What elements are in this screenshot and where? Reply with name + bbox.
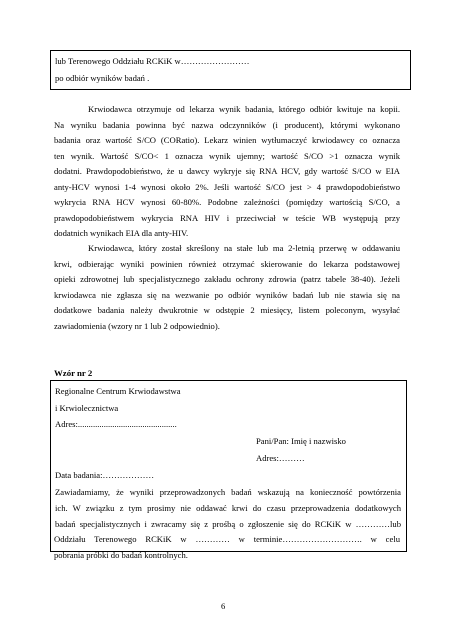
paragraph-2 — [54, 241, 400, 334]
paragraph-1-line: dodatni. Prawdopodobieństwo, że u dawcy wykryje się RNA HCV, gdy wartość S/CO w EIA — [54, 166, 400, 176]
paragraph-1-line: Krwiodawca otrzymuje od lekarza wynik badania, którego odbiór kwituje na kopii. — [88, 104, 400, 114]
recipient-address: Adres:……… — [256, 453, 305, 463]
paragraph-1-line: wykrycia RNA HCV wynosi 60-80%. Podobne zależności (pomiędzy wartością S/CO, a — [54, 197, 400, 207]
paragraph-1-line: anty-HCV wynosi 1-4 wynosi około 2%. Jeśli wartość S/CO jest > 4 prawdopodobieństwo — [54, 181, 400, 192]
sender-address: Adres:.............................................. — [55, 419, 177, 429]
recipient-name: Pani/Pan: Imię i nazwisko — [256, 436, 346, 446]
form-body-line: Zawiadamiamy, że wyniki przeprowadzonych badań wskazują na konieczność powtórzenia — [55, 487, 401, 497]
top-box-line-1: lub Terenowego Oddziału RCKiK w…………………… — [55, 56, 250, 66]
form-body-line: ich. W związku z tym prosimy nie oddawać krwi do czasu przeprowadzenia dodatkowych — [55, 503, 401, 513]
top-box-line-2: po odbiór wyników badań . — [55, 73, 150, 83]
paragraph-1-line: prawdopodobieństwem wykrycia RNA HIV i przeciwciał w teście WB występują przy — [54, 212, 400, 223]
paragraph-2-line: Krwiodawca, który został skreślony na stałe lub ma 2-letnią przerwę w oddawaniu — [88, 243, 400, 253]
template-heading: Wzór nr 2 — [54, 368, 93, 378]
exam-date: Data badania:……………… — [55, 470, 155, 480]
paragraph-1-line: badania oraz wartość S/CO (CORatio). Lekarz winien wytłumaczyć krwiodawcy co oznacza — [54, 135, 400, 145]
paragraph-2-line: opieki zdrowotnej lub specjalistycznego zakładu ochrony zdrowia (patrz tabele 38-40). Jeżeli — [54, 274, 400, 284]
top-form-box — [50, 50, 411, 90]
form-body-line: pobrania próbki do badań kontrolnych. — [54, 550, 188, 560]
paragraph-2-line: zawiadomienia (wzory nr 1 lub 2 odpowiednio). — [54, 320, 220, 331]
paragraph-2-line: krwiodawca nie zgłasza się na wezwanie po odbiór wyników badań lub nie stawia się na — [54, 289, 400, 300]
page-number: 6 — [221, 601, 226, 611]
form-body-line: badań specjalistycznych i zwracamy się z prośbą o zgłoszenie się do RCKiK w …………lub — [55, 519, 401, 529]
form-body-line: Oddziału Terenowego RCKiK w ………… w terminie………………………. w celu — [54, 534, 400, 544]
blood-center-name-line-2: i Krwiolecznictwa — [55, 403, 119, 413]
paragraph-2-line: dodatkowe badania należy dwukrotnie w odstępie 2 miesięcy, listem poleconym, wysyłać — [54, 305, 400, 315]
paragraph-2-line: krwi, odbierając wyniki powinien również otrzymać skierowanie do lekarza podstawowej — [54, 258, 400, 269]
paragraph-1 — [54, 102, 400, 242]
paragraph-1-line: ten wynik. Wartość S/CO< 1 oznacza wynik ujemny; wartość S/CO >1 oznacza wynik — [54, 150, 400, 161]
paragraph-1-line: Na wyniku badania powinna być nazwa odczynników (i producent), którymi wykonano — [54, 119, 400, 130]
blood-center-name: Regionalne Centrum Krwiodawstwa — [55, 386, 181, 396]
notification-form-box — [50, 380, 407, 552]
paragraph-1-line: dodatnich wynikach EIA dla anty-HIV. — [54, 228, 189, 238]
